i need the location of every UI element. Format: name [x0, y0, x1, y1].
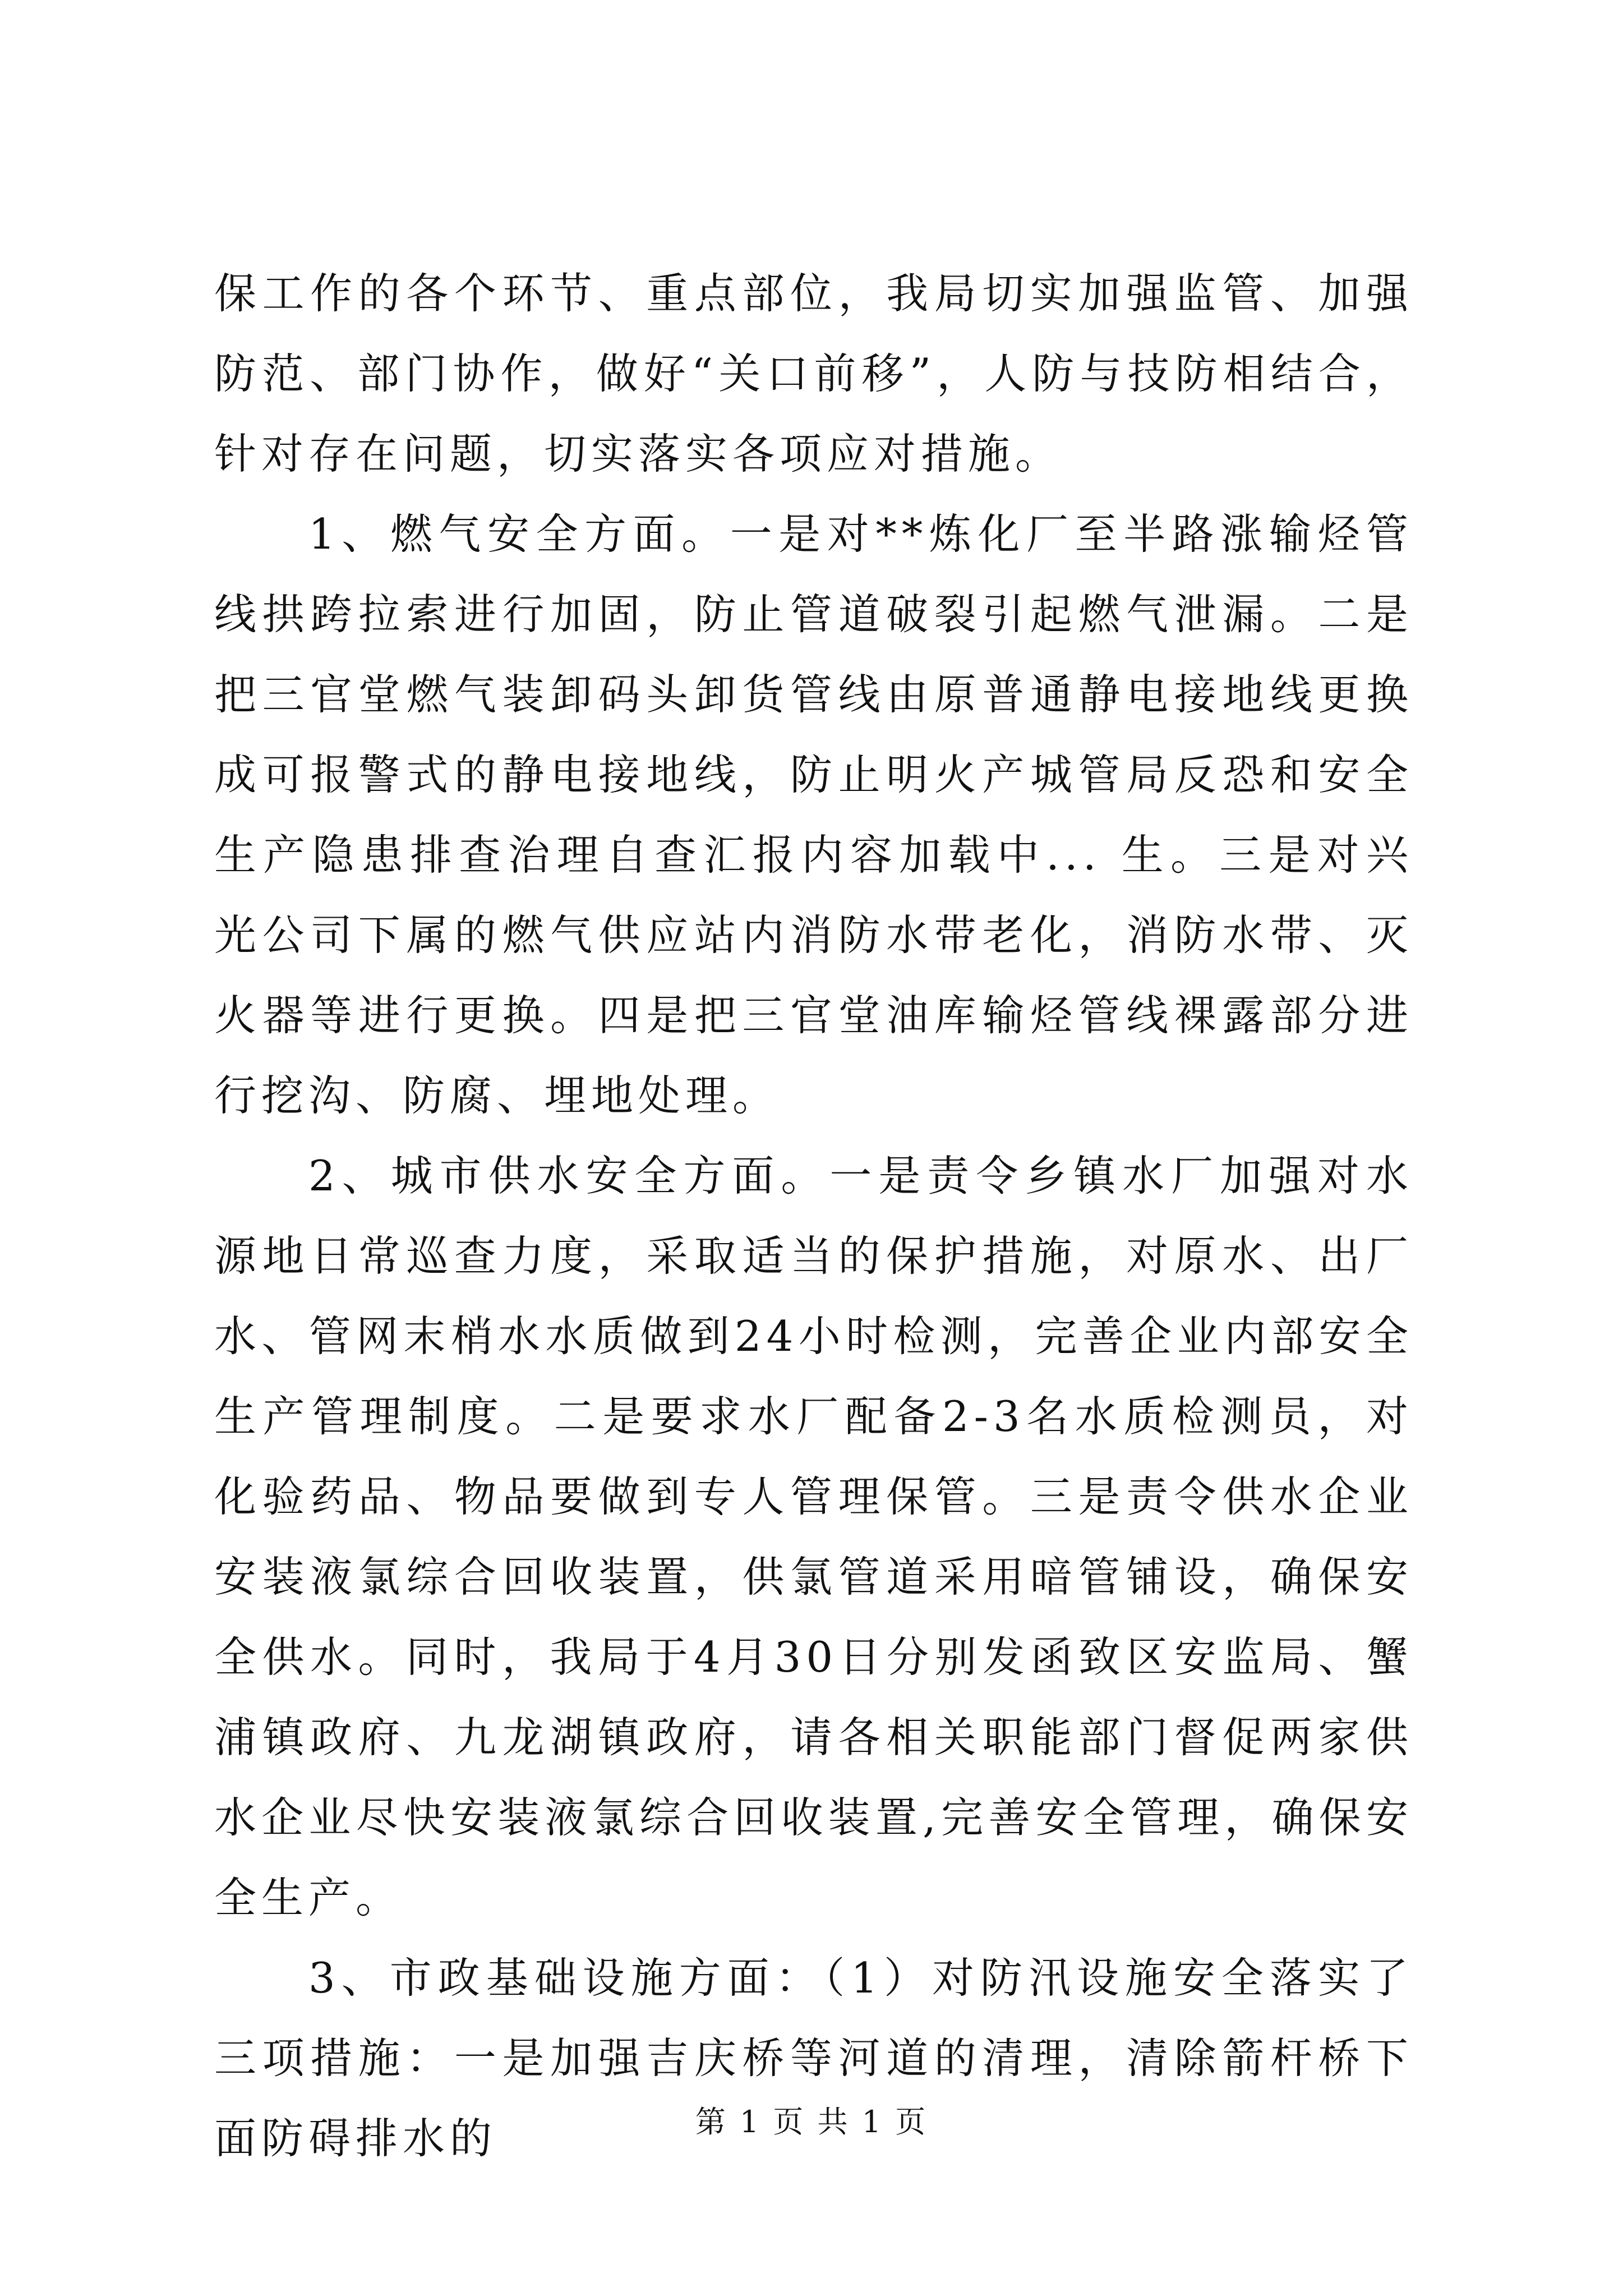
- page-footer: [0, 2102, 1623, 2142]
- document-body: [214, 254, 1413, 2179]
- paragraph-gas-safety: 1、燃气安全方面。一是对**炼化厂至半路涨输烃管线拱跨拉索进行加固，防止管道破裂引起燃气泄漏。二是把三官堂燃气装卸码头卸货管线由原普通静电接地线更换成可报警式的静电接地线，防止明火产城管局反恐和安全生产隐患排查治理自查汇报内容加载中... 生。三是对兴光公司下属的燃气供应站内消防水带老化，消防水带、灭火器等进行更换。四是把三官堂油库输烃管线裸露部分进行挖沟、防腐、埋地处理。: [214, 509, 1413, 1120]
- paragraph-continuation: 保工作的各个环节、重点部位，我局切实加强监管、加强防范、部门协作，做好“关口前移”，人防与技防相结合，针对存在问题，切实落实各项应对措施。: [214, 269, 1413, 478]
- page-number: 第 1 页 共 1 页: [695, 2104, 928, 2139]
- paragraph-municipal-infrastructure: 3、市政基础设施方面：（1）对防汛设施安全落实了三项措施：一是加强吉庆桥等河道的清理，清除箭杆桥下面防碍排水的: [214, 1953, 1413, 2163]
- paragraph-water-supply-safety: 2、城市供水安全方面。一是责令乡镇水厂加强对水源地日常巡查力度，采取适当的保护措施，对原水、出厂水、管网末梢水水质做到24小时检测，完善企业内部安全生产管理制度。二是要求水厂配备2-3名水质检测员，对化验药品、物品要做到专人管理保管。三是责令供水企业安装液氯综合回收装置，供氯管道采用暗管铺设，确保安全供水。同时，我局于4月30日分别发函致区安监局、蟹浦镇政府、九龙湖镇政府，请各相关职能部门督促两家供水企业尽快安装液氯综合回收装置,完善安全管理，确保安全生产。: [214, 1151, 1413, 1922]
